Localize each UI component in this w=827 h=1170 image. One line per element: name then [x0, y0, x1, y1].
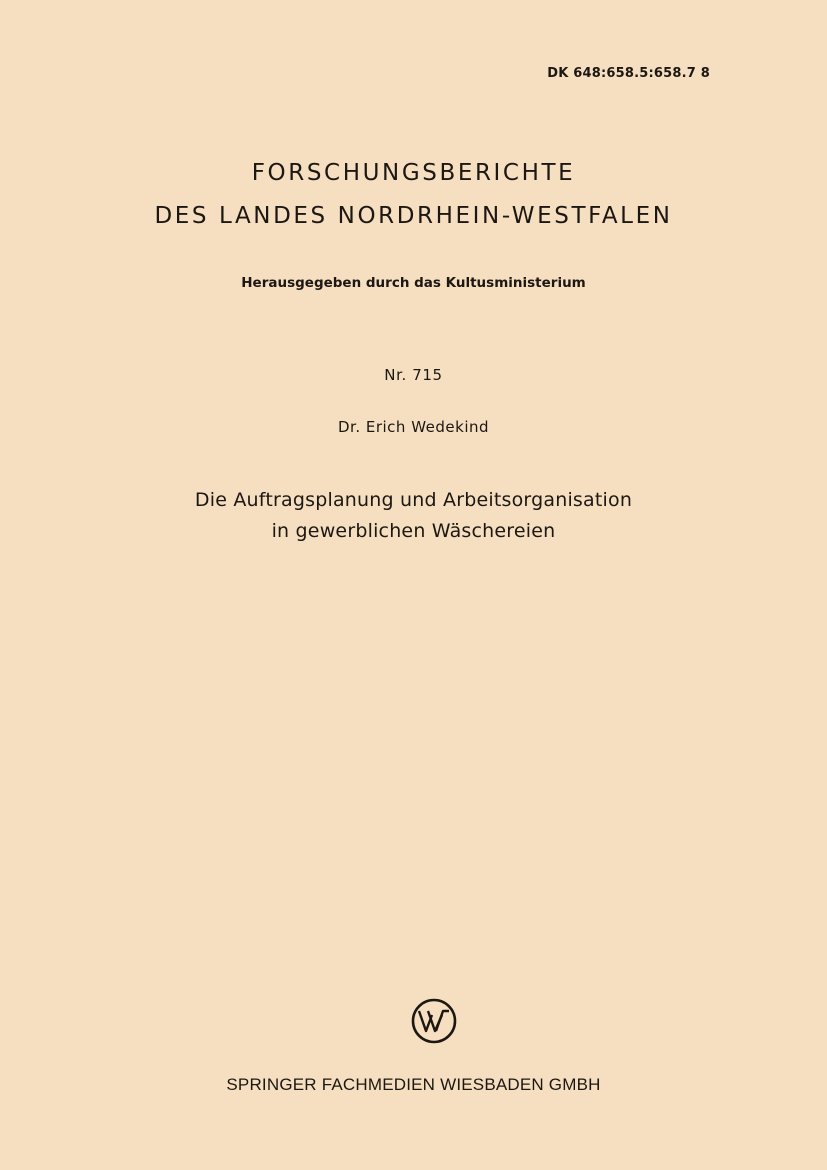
publisher-logo-icon — [411, 998, 457, 1044]
editor-note: Herausgegeben durch das Kultusministerium — [241, 275, 586, 291]
series-title-line-1: FORSCHUNGSBERICHTE — [251, 160, 576, 186]
classification-number: DK 648:658.5:658.7 8 — [547, 66, 710, 81]
book-title-line-2: in gewerblichen Wäschereien — [271, 520, 556, 542]
author-name: Dr. Erich Wedekind — [337, 418, 490, 436]
book-title-line-1: Die Auftragsplanung und Arbeitsorganisation — [194, 489, 633, 511]
report-number: Nr. 715 — [384, 366, 443, 384]
series-title-line-2: DES LANDES NORDRHEIN-WESTFALEN — [154, 203, 673, 229]
publisher-name: SPRINGER FACHMEDIEN WIESBADEN GMBH — [226, 1075, 601, 1094]
